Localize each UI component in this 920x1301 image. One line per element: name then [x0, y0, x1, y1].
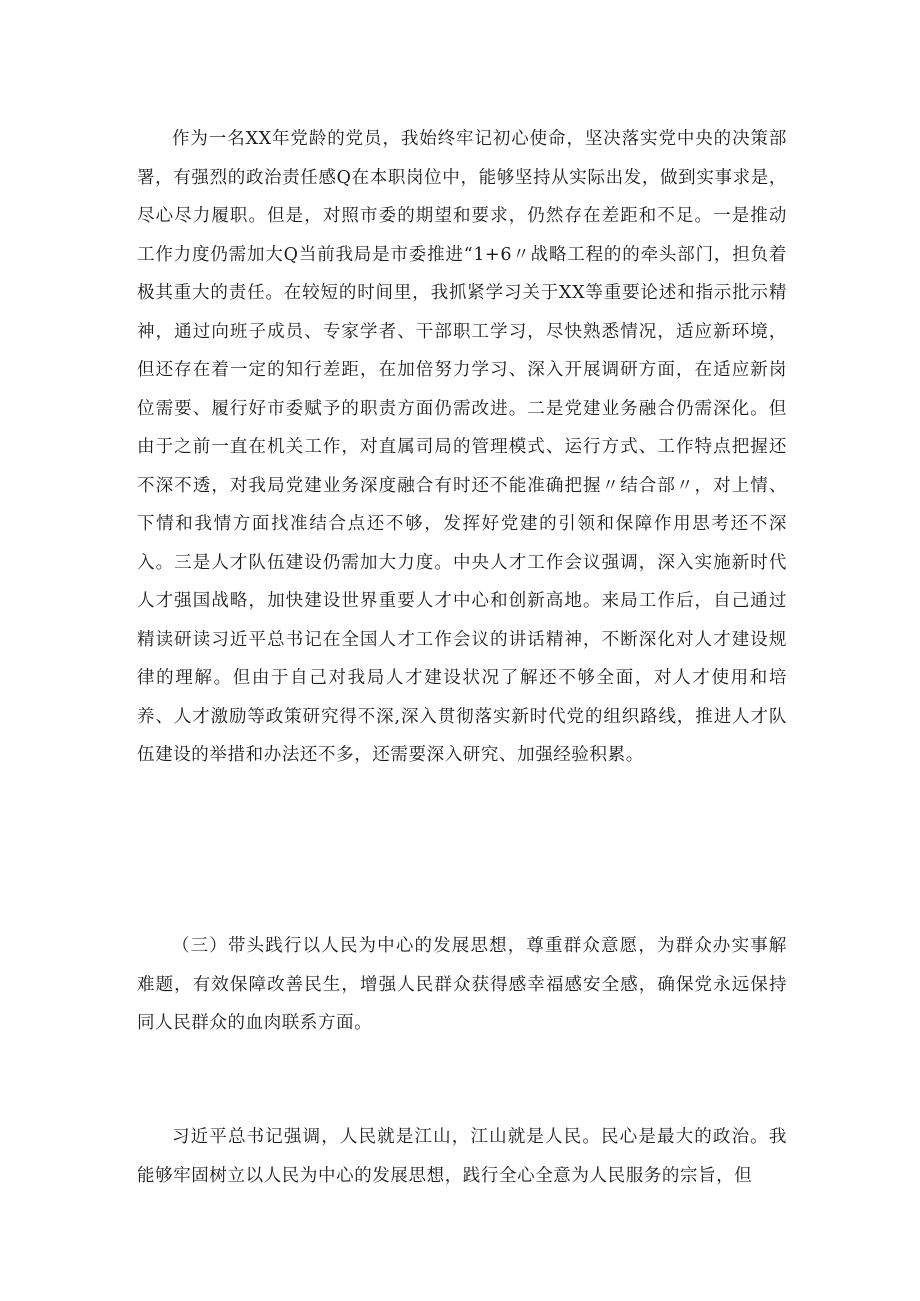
body-paragraph-people-centered: 习近平总书记强调，人民就是江山，江山就是人民。民心是最大的政治。我能够牢固树立以人民为中心的发展思想，践行全心全意为人民服务的宗旨，但	[137, 1127, 787, 1186]
body-paragraph-self-assessment: 作为一名XX年党龄的党员，我始终牢记初心使命，坚决落实党中央的决策部署，有强烈的政治责任感Q在本职岗位中，能够坚持从实际出发，做到实事求是，尽心尽力履职。但是，对照市委的期望和要求，仍然存在差距和不足。一是推动工作力度仍需加大Q当前我局是市委推进“1+6〃战略工程的的牵头部门，担负着极其重大的责任。在较短的时间里，我抓紧学习关于XX等重要论述和指示批示精神，通过向班子成员、专家学者、干部职工学习，尽快熟悉情况，适应新环境，但还存在着一定的知行差距，在加倍努力学习、深入开展调研方面，在适应新岗位需要、履行好市委赋予的职责方面仍需改进。二是党建业务融合仍需深化。但由于之前一直在机关工作，对直属司局的管理模式、运行方式、工作特点把握还不深不透，对我局党建业务深度融合有时还不能准确把握〃结合部〃，对上情、下情和我情方面找准结合点还不够，发挥好党建的引领和保障作用思考还不深入。三是人才队伍建设仍需加大力度。中央人才工作会议强调，深入实施新时代人才强国战略，加快建设世界重要人才中心和创新高地。来局工作后，自己通过精读研读习近平总书记在全国人才工作会议的讲话精神，不断深化对人才建设规律的理解。但由于自己对我局人才建设状况了解还不够全面，对人才使用和培养、人才激励等政策研究得不深,深入贯彻落实新时代党的组织路线，推进人才队伍建设的举措和办法还不多，还需要深入研究、加强经验积累。	[137, 129, 787, 765]
section-heading-paragraph: （三）带头践行以人民为中心的发展思想，尊重群众意愿，为群众办实事解难题，有效保障改善民生，增强人民群众获得感幸福感安全感，确保党永远保持同人民群众的血肉联系方面。	[137, 936, 787, 1033]
